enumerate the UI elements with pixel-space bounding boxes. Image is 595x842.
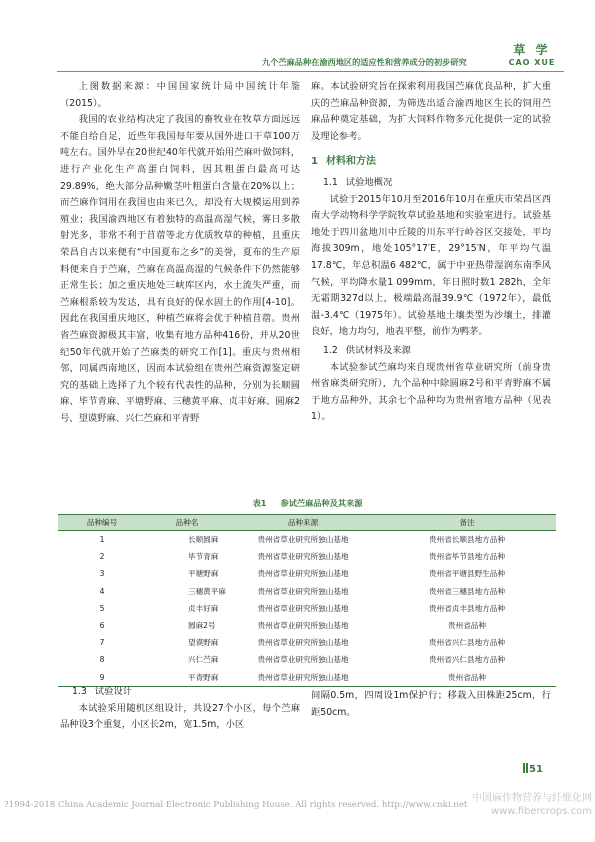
table-header-cell: 品种名 [146,515,228,531]
section-number: 1 [311,156,318,168]
table-cell: 毕节青麻 [188,552,219,562]
section-title: 材料和方法 [325,156,376,168]
journal-name-cn: 草 学 [513,43,551,57]
right-column [311,79,551,426]
table-caption-number: 表1 [252,498,267,508]
table-header-cell: 品种来源 [228,515,378,531]
journal-badge [503,43,561,71]
table-row [58,565,556,582]
table-cell: 贵州省草业研究所独山基地 [257,535,349,545]
table-cell: 贵州省品种 [378,669,556,687]
watermark [432,792,592,818]
data-source-paragraph: 上图数据来源：中国国家统计局中国统计年鉴（2015）。 [60,81,300,109]
table-cell: 7 [99,638,105,648]
varieties-table [58,514,556,687]
page-number-bar [526,763,528,773]
table-cell: 贵州省三穗县地方品种 [429,586,505,596]
subsection-title: 试验设计 [94,686,132,697]
table-row [58,651,556,668]
table-cell: 贵州省草业研究所独山基地 [257,638,349,648]
table-header-cell: 备注 [378,515,556,531]
copyright-footer: ?1994-2018 China Academic Journal Electronic Publishing House. All rights reserved. http://www.cnki.net [4,800,468,810]
table-cell: 9 [58,669,146,687]
table-cell: 长顺圆麻 [188,535,219,545]
table-cell: 3 [99,569,105,579]
table-cell: 三穗黄平麻 [188,586,226,596]
design-paragraph: 本试验采用随机区组设计，共设27个小区，每个苎麻品种设3个重复，小区长2m，宽1.5m，小区 [60,702,300,731]
table-cell: 8 [99,655,105,665]
watermark-line-cn: 中国麻作物营养与纤维化网 [472,793,592,804]
table-cell: 贵州省兴仁县地方品种 [429,655,505,665]
design-continued-paragraph: 间隔0.5m，四周设1m保护行；移栽入田株距25cm，行距50cm。 [311,690,551,718]
table-cell: 贵州省草业研究所独山基地 [228,669,378,687]
subsection-heading-site [311,175,551,192]
section-heading-materials [311,154,551,171]
table-cell: 望谟野麻 [188,638,219,648]
table-row [58,583,556,600]
table-cell: 4 [99,586,105,596]
header-divider [57,71,564,72]
subsection-title: 供试材料及来源 [345,344,411,356]
watermark-line-url: www.fibercrops.com [490,806,592,817]
table-cell: 贞丰好麻 [188,603,219,613]
table-header-cell: 品种编号 [58,515,146,531]
table-header-row [58,515,556,531]
table-cell: 贵州省草业研究所独山基地 [257,569,349,579]
table-cell: 平塘野麻 [188,569,219,579]
intro-paragraph: 我国的农业结构决定了我国的畜牧业在牧草方面远远不能自给自足，近些年我国每年要从国外进口干草100万吨左右。国外早在20世纪40年代就开始用苎麻叶做饲料，进行产业化生产高蛋白饲料，因其粗蛋白最高可达29.89%，绝大部分品种嫩茎叶粗蛋白含量在20%以上；而苎麻作饲用在我国也由来已久，却没有大规模运用到养殖业；我国渝西地区有着独特的高温高湿气候，雾日多散射光多，非常不利于苜蓿等北方优质牧草的种植，且重庆荣昌自古以来便有“中国夏布之乡”的美誉，夏布的生产原料便来自于苎麻，苎麻在高温高湿的气候条件下仍然能够正常生长；加之重庆地处三峡库区内，水土流失严重，而苎麻根系较为发达，具有良好的保水固土的作用[4-10]。因此在我国重庆地区，种植苎麻将会优于种植苜蓿。贵州省苎麻资源极其丰富，收集有地方品种416份，并从20世纪50年代就开始了苎麻类的研究工作[1]。重庆与贵州相邻，同属西南地区，因而本试验组在贵州苎麻资源鉴定研究的基础上选择了九个较有代表性的品种，分别为长顺圆麻、毕节青麻、平塘野麻、三穗黄平麻、贞丰好麻、圆麻2号、望谟野麻、兴仁苎麻和平青野 [60,114,300,424]
subsection-number: 1.3 [72,686,87,697]
page-number-text: 51 [529,764,543,775]
table-caption-text: 参试苎麻品种及其来源 [280,498,363,508]
table-row [58,531,556,549]
table-cell: 贵州省草业研究所独山基地 [257,586,349,596]
materials-paragraph: 本试验参试苎麻均来自现贵州省草业研究所（前身贵州省麻类研究所），九个品种中除圆麻2号和平青野麻不属于地方品种外，其余七个品种均为贵州省地方品种（见表1）。 [311,361,551,423]
table-cell: 6 [99,621,105,631]
table-cell: 贵州省长顺县地方品种 [429,535,505,545]
table-cell: 贵州省草业研究所独山基地 [257,552,349,562]
table-cell: 贵州省平塘县野生品种 [429,569,505,579]
table-cell: 圆麻2号 [188,621,216,631]
bottom-left-column [60,682,300,734]
subsection-number: 1.2 [323,344,338,356]
subsection-heading-materials [311,343,551,360]
table-cell: 2 [99,552,105,562]
table-cell: 贵州省草业研究所独山基地 [257,603,349,613]
subsection-heading-design [60,684,300,701]
running-title: 九个苎麻品种在渝西地区的适应性和营养成分的初步研究 [262,57,467,67]
table-row [58,617,556,634]
table-caption [60,498,555,509]
table-cell: 平青野麻 [146,669,228,687]
table-cell: 贵州省兴仁县地方品种 [429,638,505,648]
table-cell: 贵州省贞丰县地方品种 [429,603,505,613]
site-paragraph: 试验于2015年10月至2016年10月在重庆市荣昌区西南大学动物科学学院牧草试验基地和实验室进行。试验基地处于四川盆地川中丘陵的川东平行岭谷区交接处，平均海拔309m，地处105°17′E，29°15′N，年平均气温17.8℃，年总积温6 482℃，属于中亚热带湿润东南季风气候，平均降水量1 099mm，年日照时数1 282h，全年无霜期327d以上，极端最高温39.9℃（1972年），最低温-3.4℃（1975年）。试验基地土壤类型为沙壤土，排灌良好，地力均匀，地表平整，前作为鸭茅。 [311,193,551,338]
table-cell: 1 [99,535,105,545]
page-number-bar [523,763,525,773]
table-cell: 贵州省草业研究所独山基地 [257,621,349,631]
table-row [58,548,556,565]
page-number [523,763,543,775]
table-cell: 兴仁苎麻 [188,655,219,665]
table-cell: 5 [99,603,105,613]
subsection-number: 1.1 [323,176,338,188]
left-column [60,79,300,427]
table-cell: 贵州省草业研究所独山基地 [257,655,349,665]
table-cell: 贵州省毕节县地方品种 [429,552,505,562]
table-row [58,634,556,651]
bottom-right-column [311,688,551,721]
journal-name-en: CAO XUE [508,58,556,67]
table-row [58,600,556,617]
table-cell: 贵州省品种 [448,621,486,631]
subsection-title: 试验地概况 [345,176,393,188]
intro-continued-paragraph: 麻。本试验研究旨在探索利用我国苎麻优良品种，扩大重庆的苎麻品种资源，为筛选出适合渝西地区生长的饲用苎麻品种奠定基础，为扩大饲料作物多元化提供一定的试验及理论参考。 [311,81,551,142]
